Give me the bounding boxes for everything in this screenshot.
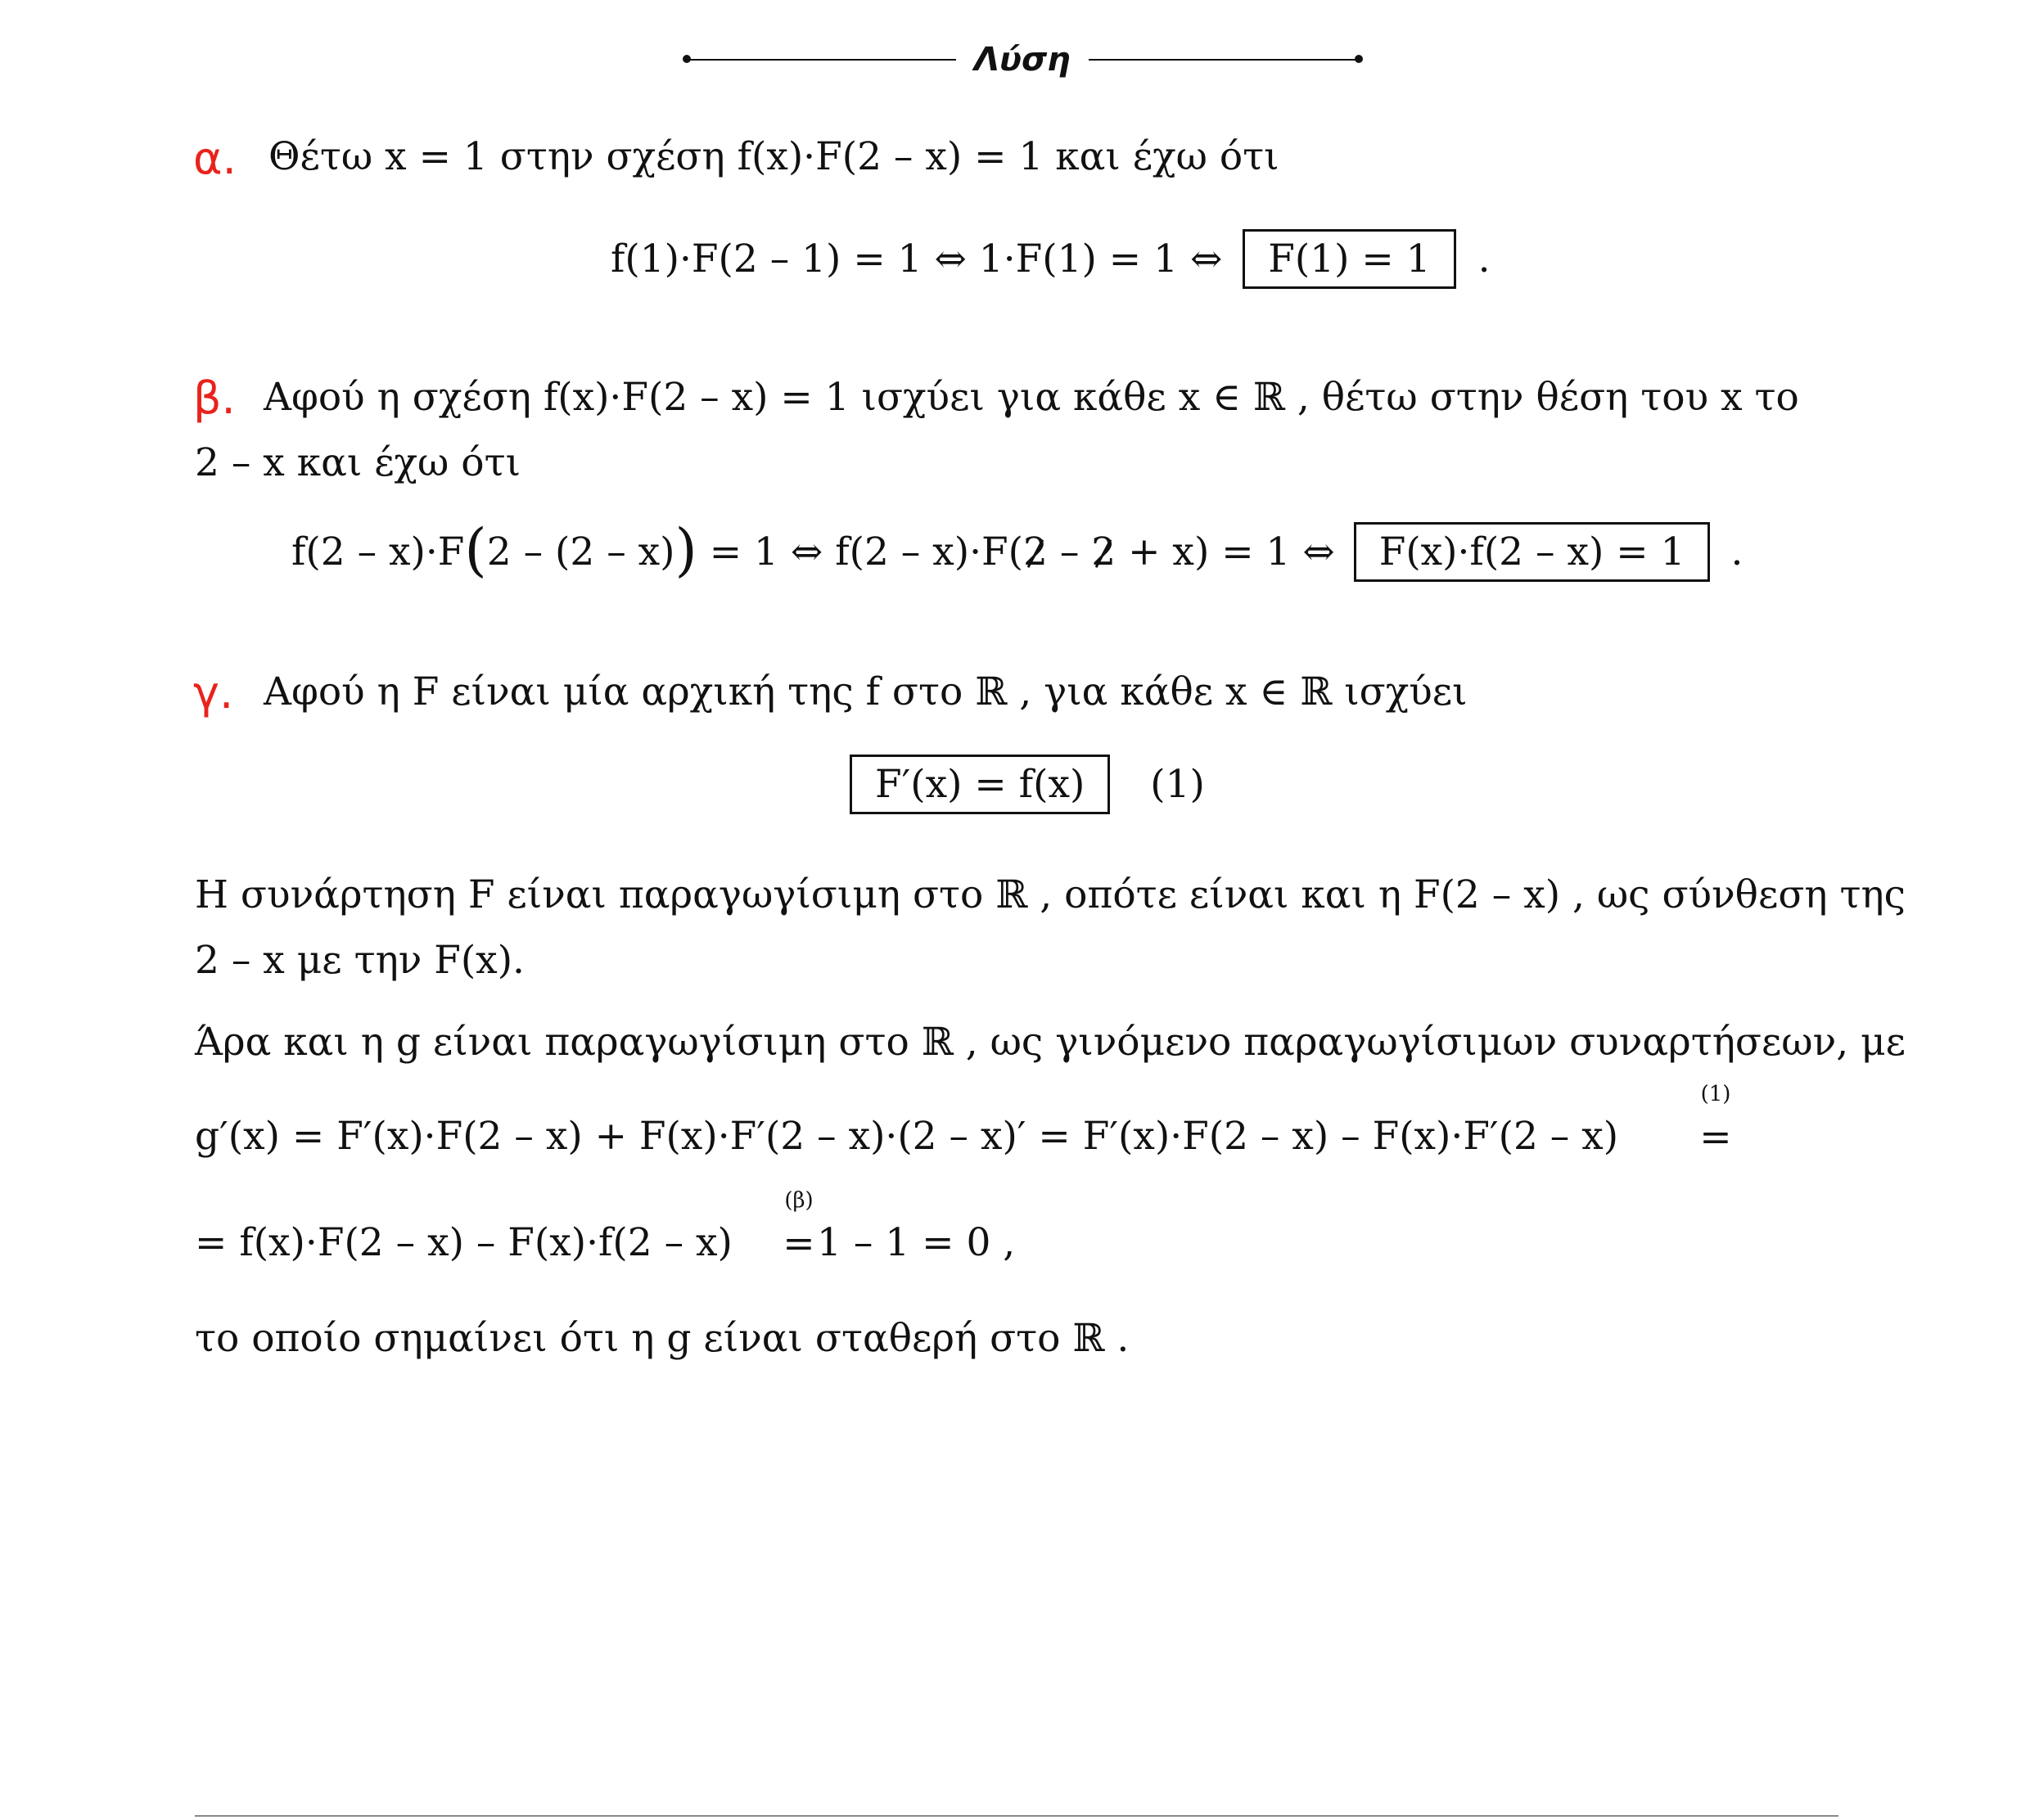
page-title: Λύση [974, 41, 1071, 79]
continued-equation-left: = f(x)·F(2 – x) – F(x)·f(2 – x) [195, 1220, 733, 1265]
relation-annotated-beta [774, 1188, 823, 1266]
annotation-1: (1) [1700, 1082, 1731, 1106]
derivative-equation: g′(x) = F′(x)·F(2 – x) + F(x)·F′(2 – x)·(2 – x)′ = F′(x)·F(2 – x) – F(x)·F′(2 – x) [195, 1114, 1619, 1159]
part-c-equation [850, 755, 1205, 814]
header-rule-left [686, 59, 956, 61]
header-dot-left [683, 55, 691, 63]
part-a-eq-lhs: f(1)·F(2 – 1) = 1 ⇔ 1·F(1) = 1 ⇔ [611, 237, 1223, 282]
equation-tag-1: (1) [1150, 762, 1205, 807]
part-c-boxed-derivative: F′(x) = f(x) [850, 755, 1110, 814]
part-b-eq-end: . [1730, 529, 1744, 574]
part-b-boxed-result: F(x)·f(2 – x) = 1 [1354, 522, 1711, 582]
footer-rule [195, 1815, 1838, 1817]
annotation-beta: (β) [784, 1188, 814, 1213]
part-a-label: α. [193, 133, 237, 184]
part-b-equation [291, 516, 1744, 583]
paragraph-2: Άρα και η g είναι παραγωγίσιμη στο ℝ , ως γινόμενο παραγωγίσιμων συναρτήσεων, με [195, 1020, 1906, 1065]
part-b-eq-part3: = 1 ⇔ f(2 – x)·F( [697, 529, 1023, 574]
part-c-label: γ. [193, 667, 234, 719]
part-a-eq-end: . [1477, 237, 1491, 282]
cancelled-term-1: 2 [1022, 529, 1048, 574]
big-left-paren: ( [464, 516, 487, 583]
part-b-line2: 2 – x και έχω ότι [195, 440, 521, 485]
part-b-eq-part5: + x) = 1 ⇔ [1116, 529, 1335, 574]
part-b-eq-part4: – [1047, 529, 1092, 574]
cancelled-term-2: 2 [1091, 529, 1116, 574]
part-b-label: β. [193, 372, 236, 424]
conclusion: το οποίο σημαίνει ότι η g είναι σταθερή στο ℝ . [195, 1316, 1130, 1361]
part-a-line1: Θέτω x = 1 στην σχέση f(x)·F(2 – x) = 1 και έχω ότι [268, 134, 1279, 179]
continued-equation-right: 1 – 1 = 0 , [817, 1220, 1016, 1265]
part-b-eq-part1: f(2 – x)·F [291, 529, 465, 574]
relation-annotated-1 [1691, 1082, 1740, 1160]
header-dot-right [1355, 55, 1363, 63]
equals-sign-1: = [1699, 1115, 1732, 1160]
part-a-boxed-result: F(1) = 1 [1243, 229, 1455, 289]
part-b-eq-part2: 2 – (2 – x) [486, 529, 675, 574]
part-c-line1: Αφού η F είναι μία αρχική της f στο ℝ , για κάθε x ∈ ℝ ισχύει [264, 669, 1468, 714]
part-a-equation [611, 229, 1491, 289]
big-right-paren: ) [674, 516, 697, 583]
header-rule-right [1089, 59, 1359, 61]
paragraph-1-line2: 2 – x με την F(x). [195, 938, 525, 983]
paragraph-1-line1: Η συνάρτηση F είναι παραγωγίσιμη στο ℝ , οπότε είναι και η F(2 – x) , ως σύνθεση της [195, 872, 1906, 917]
part-b-line1: Αφού η σχέση f(x)·F(2 – x) = 1 ισχύει για κάθε x ∈ ℝ , θέτω στην θέση του x το [264, 375, 1799, 420]
equals-sign-2: = [783, 1221, 815, 1266]
